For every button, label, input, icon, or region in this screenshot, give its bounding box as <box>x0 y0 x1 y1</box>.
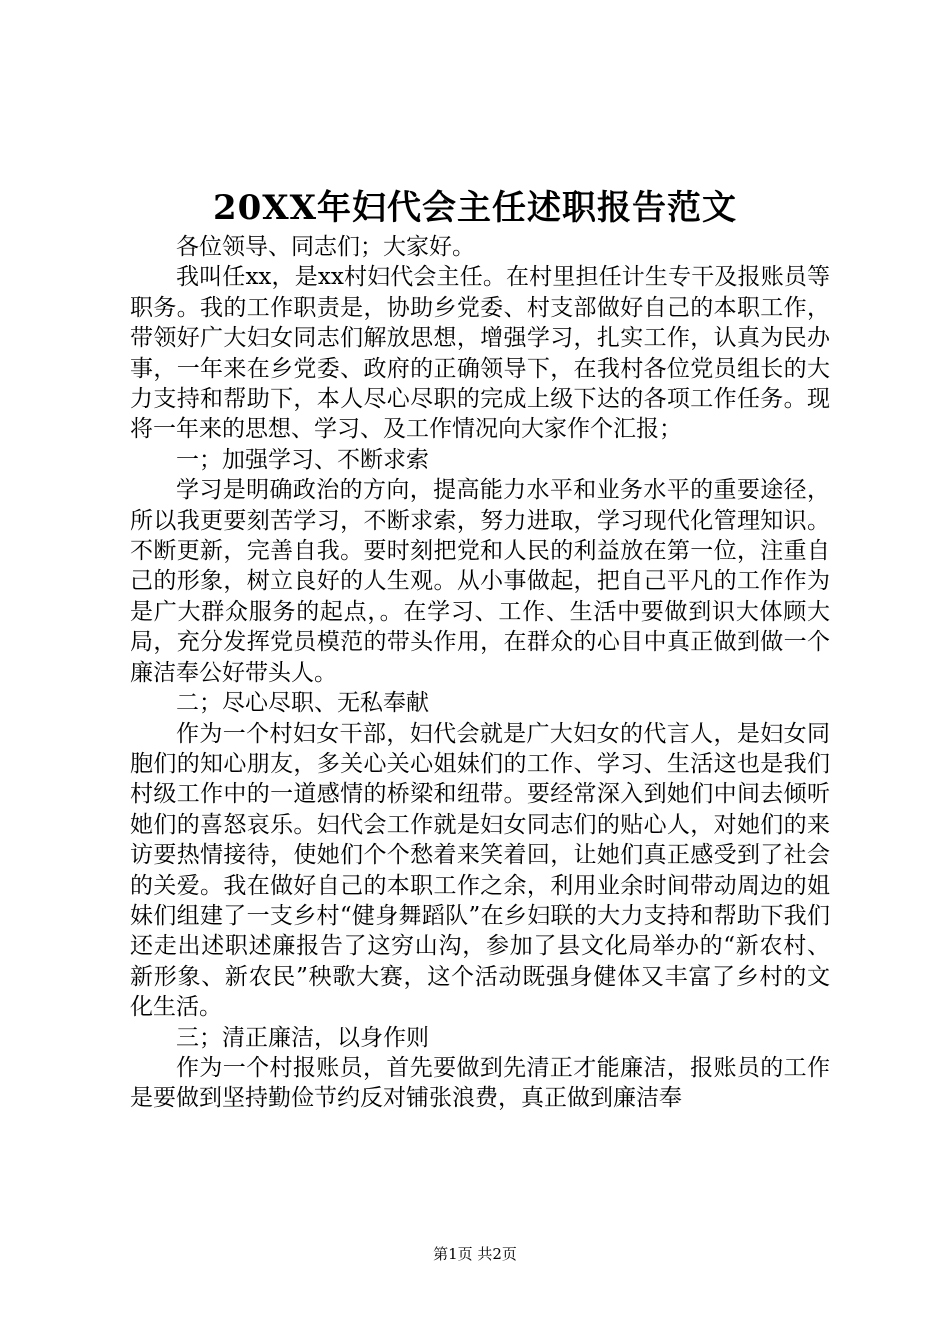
greeting-paragraph: 各位领导、同志们；大家好。 <box>176 234 475 260</box>
section-paragraph: 作为一个村报账员，首先要做到先清正才能廉洁，报账员的工作是要做到坚持勤俭节约反对铺张浪费，真正做到廉洁奉 <box>130 1054 830 1112</box>
section-heading: 一；加强学习、不断求索 <box>176 446 429 473</box>
document-body <box>130 232 830 1114</box>
document-title: 20XX年妇代会主任述职报告范文 <box>212 188 738 228</box>
section-heading: 二；尽心尽职、无私奉献 <box>176 690 429 717</box>
section-paragraph: 作为一个村妇女干部，妇代会就是广大妇女的代言人，是妇女同胞们的知心朋友，多关心关心姐妹们的工作、学习、生活这也是我们村级工作中的一道感情的桥梁和纽带。要经常深入到她们中间去倾听她们的喜怒哀乐。妇代会工作就是妇女同志们的贴心人，对她们的来访要热情接待，使她们个个愁着来笑着回，让她们真正感受到了社会的关爱。我在做好自己的本职工作之余，利用业余时间带动周边的姐妹们组建了一支乡村“健身舞蹈队”在乡妇联的大力支持和帮助下我们还走出述职述廉报告了这穷山沟，参加了县文化局举办的“新农村、新形象、新农民”秧歌大赛，这个活动既强身健体又丰富了乡村的文化生活。 <box>130 720 830 1021</box>
page-footer: 第1页 共2页 <box>433 1245 517 1263</box>
section-paragraph: 学习是明确政治的方向，提高能力水平和业务水平的重要途径，所以我更要刻苦学习，不断求索，努力进取，学习现代化管理知识。不断更新，完善自我。要时刻把党和人民的利益放在第一位，注重自己的形象，树立良好的人生观。从小事做起，把自己平凡的工作作为是广大群众服务的起点，。在学习、工作、生活中要做到识大体顾大局，充分发挥党员模范的带头作用，在群众的心目中真正做到做一个廉洁奉公好带头人。 <box>130 477 830 686</box>
section-heading: 三；清正廉洁，以身作则 <box>176 1024 429 1051</box>
intro-paragraph: 我叫任xx，是xx村妇代会主任。在村里担任计生专干及报账员等职务。我的工作职责是，协助乡党委、村支部做好自己的本职工作，带领好广大妇女同志们解放思想，增强学习，扎实工作，认真为民办事，一年来在乡党委、政府的正确领导下，在我村各位党员组长的大力支持和帮助下，本人尽心尽职的完成上级下达的各项工作任务。现将一年来的思想、学习、及工作情况向大家作个汇报； <box>130 264 830 443</box>
